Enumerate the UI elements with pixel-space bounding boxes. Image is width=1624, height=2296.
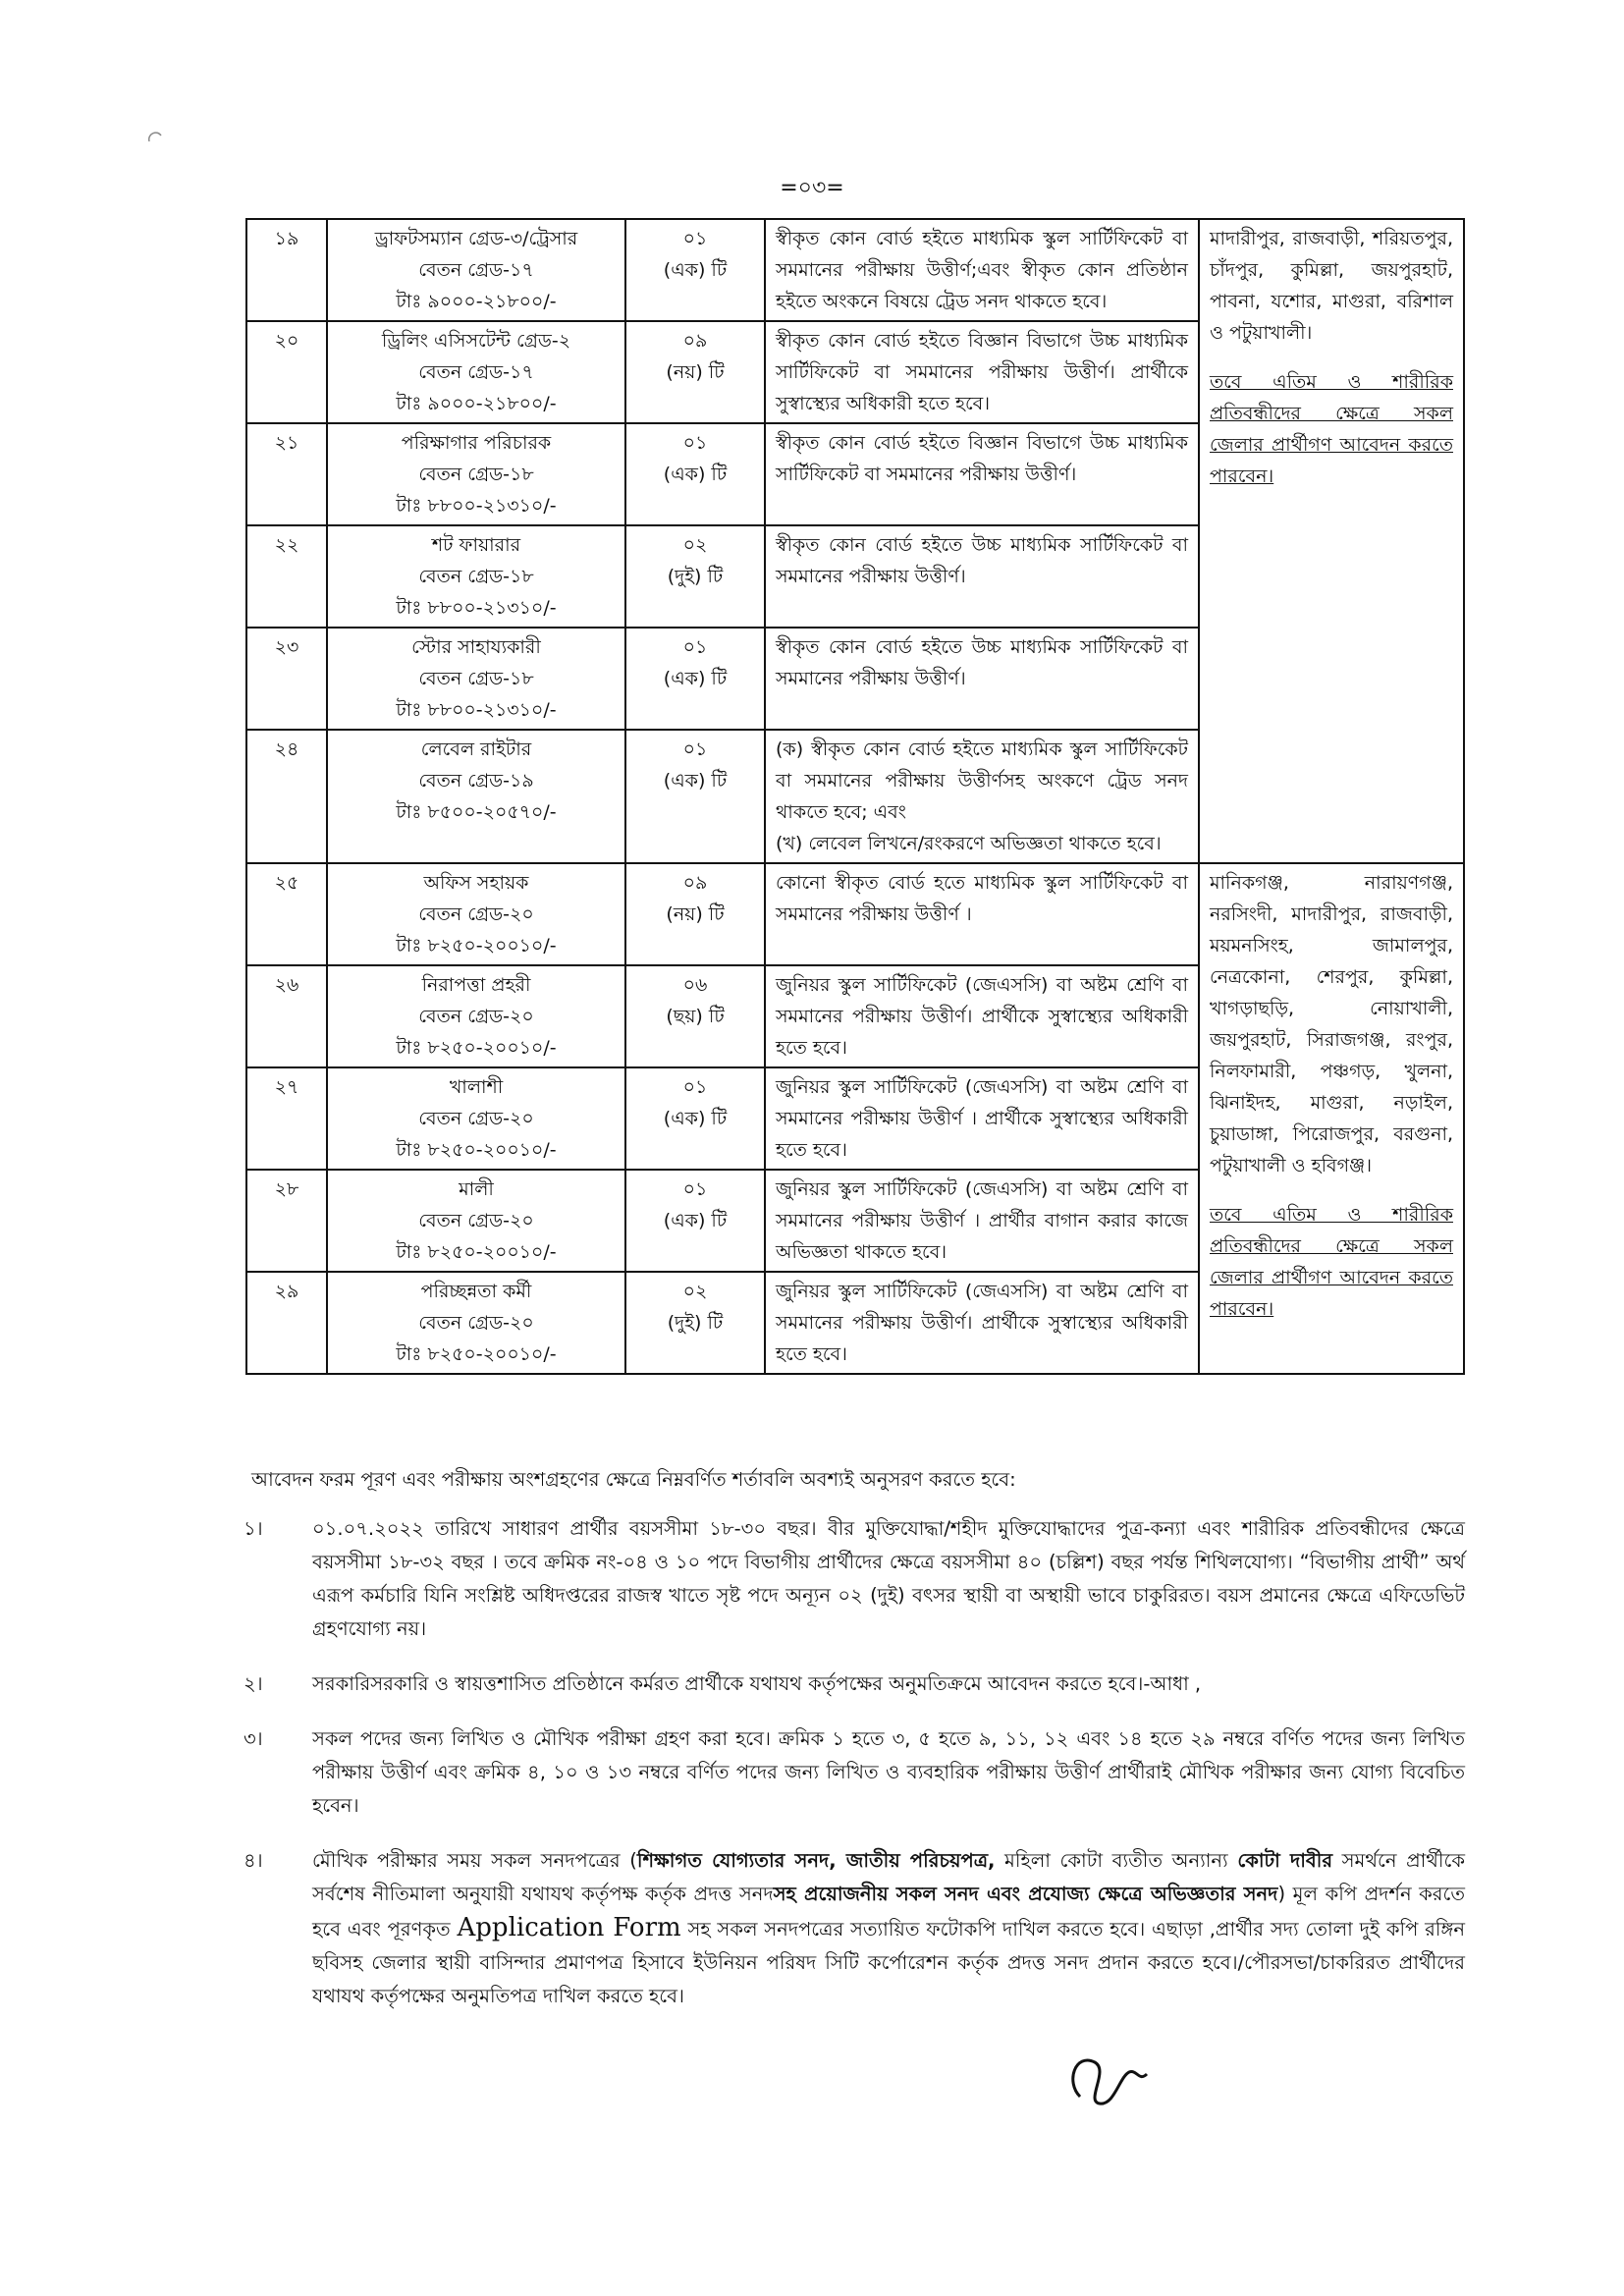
pay-grade: বেতন গ্রেড-২০ — [418, 903, 534, 925]
post-cell — [327, 1170, 625, 1272]
qualification-text: জুনিয়র স্কুল সার্টিফিকেট (জেএসসি) বা অষ্টম শ্রেণি বা সমমানের পরীক্ষায় উত্তীর্ণ। প্রার্থীকে সুস্বাস্থ্যের অধিকারী হতে হবে। — [776, 974, 1188, 1059]
post-count-cell — [625, 730, 765, 863]
post-cell — [327, 730, 625, 863]
pay-grade: বেতন গ্রেড-১৮ — [418, 464, 534, 485]
qualification-cell — [765, 321, 1199, 423]
application-form-label: Application Form — [457, 1913, 681, 1942]
serial-number: ২৫ — [274, 872, 299, 894]
condition-number: ৩। — [244, 1727, 263, 1750]
district-cell — [1199, 863, 1464, 1374]
serial-number: ২৭ — [274, 1076, 299, 1098]
condition-text-bold: সহ প্রয়োজনীয় সকল সনদ এবং প্রযোজ্য ক্ষেত্রে অভিজ্ঞতার সনদ — [773, 1883, 1278, 1905]
pay-scale: টাঃ ৮২৫০-২০০১০/- — [396, 1241, 557, 1263]
qualification-cell — [765, 525, 1199, 628]
post-name: খালাশী — [449, 1076, 504, 1098]
pay-grade: বেতন গ্রেড-১৭ — [418, 259, 534, 281]
post-name: লেবেল রাইটার — [420, 738, 532, 760]
condition-item — [244, 1667, 1465, 1701]
qualification-text: কোনো স্বীকৃত বোর্ড হতে মাধ্যমিক স্কুল সার্টিফিকেট বা সমমানের পরীক্ষায় উত্তীর্ণ । — [776, 872, 1188, 925]
signature-mark — [1060, 2043, 1149, 2111]
post-cell — [327, 423, 625, 525]
post-count-words: (এক) টি — [663, 668, 728, 689]
post-count-cell — [625, 423, 765, 525]
post-count-cell — [625, 863, 765, 965]
pay-scale: টাঃ ৮২৫০-২০০১০/- — [396, 1139, 557, 1161]
qualification-text: জুনিয়র স্কুল সার্টিফিকেট (জেএসসি) বা অষ্টম শ্রেণি বা সমমানের পরীক্ষায় উত্তীর্ণ । প্রার্থীকে সুস্বাস্থ্যের অধিকারী হতে হবে। — [776, 1076, 1188, 1161]
condition-text: সরকারিসরকারি ও স্বায়ত্তশাসিত প্রতিষ্ঠানে কর্মরত প্রার্থীকে যথাযথ কর্তৃপক্ষের অনুমতিক্রমে আবেদন করতে হবে।-আধা , — [312, 1672, 1202, 1695]
serial-number: ২১ — [274, 432, 299, 454]
table-row — [246, 863, 1464, 965]
post-name: ড্রিলিং এসিসটেন্ট গ্রেড-২ — [381, 330, 571, 352]
post-name: পরিক্ষাগার পরিচারক — [401, 432, 552, 454]
post-name: শট ফায়ারার — [431, 534, 521, 556]
serial-number: ২৩ — [274, 636, 299, 658]
post-cell — [327, 863, 625, 965]
qualification-cell — [765, 730, 1199, 863]
serial-cell — [246, 965, 327, 1067]
conditions-section — [244, 1463, 1465, 2035]
condition-text-part: মহিলা কোটা ব্যতীত অন্যান্য — [995, 1849, 1238, 1872]
post-count: ০৯ — [682, 330, 708, 352]
post-count-cell — [625, 1272, 765, 1374]
condition-number: ৪। — [244, 1849, 263, 1872]
condition-text-part: সমর্থনে প্রার্থীকে সর্বশেষ নীতিমালা অনুযায়ী যথাযথ কর্তৃপক্ষ কর্তৃক প্রদত্ত সনদ — [312, 1849, 1465, 1905]
post-count-words: (এক) টি — [663, 770, 728, 792]
serial-number: ২৮ — [274, 1178, 299, 1200]
post-count: ০১ — [682, 738, 708, 760]
pay-grade: বেতন গ্রেড-১৮ — [418, 566, 534, 587]
qualification-text: স্বীকৃত কোন বোর্ড হইতে বিজ্ঞান বিভাগে উচ্চ মাধ্যমিক সার্টিফিকেট বা সমমানের পরীক্ষায় উত্তীর্ণ। — [776, 432, 1188, 485]
pay-scale: টাঃ ৮৫০০-২০৫৭০/- — [396, 801, 557, 823]
post-cell — [327, 1067, 625, 1170]
qualification-text: স্বীকৃত কোন বোর্ড হইতে মাধ্যমিক স্কুল সার্টিফিকেট বা সমমানের পরীক্ষায় উত্তীর্ণ;এবং স্বীকৃত কোন প্রতিষ্ঠান হইতে অংকনে বিষয়ে ট্রেড সনদ থাকতে হবে। — [776, 228, 1188, 312]
post-cell — [327, 525, 625, 628]
condition-text: সকল পদের জন্য লিখিত ও মৌখিক পরীক্ষা গ্রহণ করা হবে। ক্রমিক ১ হতে ৩, ৫ হতে ৯, ১১, ১২ এবং ১৪ হতে ২৯ নম্বরে বর্ণিত পদের জন্য লিখিত পরীক্ষায় উত্তীর্ণ এবং ক্রমিক ৪, ১০ ও ১৩ নম্বরে বর্ণিত পদের জন্য লিখিত ও ব্যবহারিক পরীক্ষায় উত্তীর্ণ প্রার্থীরাই মৌখিক পরীক্ষার জন্য যোগ্য বিবেচিত হবেন। — [312, 1727, 1465, 1817]
district-note: তবে এতিম ও শারীরিক প্রতিবন্ধীদের ক্ষেত্রে সকল জেলার প্রার্থীগণ আবেদন করতে পারবেন। — [1210, 371, 1453, 487]
post-count-cell — [625, 628, 765, 730]
district-cell — [1199, 219, 1464, 863]
page-number: =০৩= — [780, 176, 844, 200]
post-cell — [327, 965, 625, 1067]
post-count-words: (এক) টি — [663, 1108, 728, 1129]
post-count-cell — [625, 525, 765, 628]
pay-grade: বেতন গ্রেড-২০ — [418, 1312, 534, 1334]
serial-number: ২৪ — [274, 738, 299, 760]
serial-cell — [246, 628, 327, 730]
qualification-cell — [765, 628, 1199, 730]
condition-text: ০১.০৭.২০২২ তারিখে সাধারণ প্রার্থীর বয়সসীমা ১৮-৩০ বছর। বীর মুক্তিযোদ্ধা/শহীদ মুক্তিযোদ্ধাদের পুত্র-কন্যা এবং শারীরিক প্রতিবন্ধীদের ক্ষেত্রে বয়সসীমা ১৮-৩২ বছর । তবে ক্রমিক নং-০৪ ও ১০ পদে বিভাগীয় প্রার্থীদের ক্ষেত্রে বয়সসীমা ৪০ (চল্লিশ) বছর পর্যন্ত শিথিলযোগ্য। “বিভাগীয় প্রার্থী” অর্থ এরূপ কর্মচারি যিনি সংশ্লিষ্ট অধিদপ্তরের রাজস্ব খাতে সৃষ্ট পদে অন্যূন ০২ (দুই) বৎসর স্থায়ী বা অস্থায়ী ভাবে চাকুরিরত। বয়স প্রমানের ক্ষেত্রে এফিডেভিট গ্রহণযোগ্য নয়। — [312, 1517, 1465, 1640]
post-count: ০৯ — [682, 872, 708, 894]
district-note: তবে এতিম ও শারীরিক প্রতিবন্ধীদের ক্ষেত্রে সকল জেলার প্রার্থীগণ আবেদন করতে পারবেন। — [1210, 1204, 1453, 1320]
pay-scale: টাঃ ৯০০০-২১৮০০/- — [396, 291, 557, 312]
pay-grade: বেতন গ্রেড-২০ — [418, 1210, 534, 1231]
post-count-words: (দুই) টি — [667, 1312, 724, 1334]
post-count-cell — [625, 321, 765, 423]
qualification-text: জুনিয়র স্কুল সার্টিফিকেট (জেএসসি) বা অষ্টম শ্রেণি বা সমমানের পরীক্ষায় উত্তীর্ণ। প্রার্থীকে সুস্বাস্থ্যের অধিকারী হতে হবে। — [776, 1281, 1188, 1365]
table-row — [246, 219, 1464, 321]
qualification-part: (ক) স্বীকৃত কোন বোর্ড হইতে মাধ্যমিক স্কুল সার্টিফিকেট বা সমমানের পরীক্ষায় উত্তীর্ণসহ অংকণে ট্রেড সনদ থাকতে হবে; এবং — [776, 738, 1188, 823]
pay-scale: টাঃ ৮২৫০-২০০১০/- — [396, 1343, 557, 1365]
post-count: ০১ — [682, 1076, 708, 1098]
conditions-intro: আবেদন ফরম পূরণ এবং পরীক্ষায় অংশগ্রহণের ক্ষেত্রে নিম্নবর্ণিত শর্তাবলি অবশ্যই অনুসরণ করতে হবে: — [251, 1468, 1016, 1491]
post-cell — [327, 321, 625, 423]
qualification-cell — [765, 863, 1199, 965]
post-count: ০১ — [682, 432, 708, 454]
pay-scale: টাঃ ৮২৫০-২০০১০/- — [396, 935, 557, 957]
condition-text-part: মৌখিক পরীক্ষার সময় সকল সনদপত্রের ( — [312, 1849, 637, 1872]
pay-scale: টাঃ ৮২৫০-২০০১০/- — [396, 1037, 557, 1059]
serial-cell — [246, 219, 327, 321]
pay-grade: বেতন গ্রেড-১৭ — [418, 361, 534, 383]
condition-text-bold: কোটা দাবীর — [1237, 1849, 1333, 1872]
post-count-cell — [625, 965, 765, 1067]
qualification-cell — [765, 1272, 1199, 1374]
serial-number: ২০ — [274, 330, 299, 352]
qualification-cell — [765, 1067, 1199, 1170]
serial-number: ২৬ — [274, 974, 299, 996]
post-name: অফিস সহায়ক — [423, 872, 529, 894]
post-name: ড্রাফটসম্যান গ্রেড-৩/ট্রেসার — [374, 228, 578, 249]
serial-cell — [246, 423, 327, 525]
post-cell — [327, 219, 625, 321]
posts-table — [245, 218, 1465, 1375]
post-name: পরিচ্ছন্নতা কর্মী — [420, 1281, 532, 1302]
condition-item — [244, 1722, 1465, 1823]
post-count: ০২ — [682, 534, 708, 556]
qualification-cell — [765, 965, 1199, 1067]
post-name: স্টোর সাহায্যকারী — [411, 636, 541, 658]
post-count-cell — [625, 219, 765, 321]
condition-text — [312, 1844, 1465, 2013]
post-count-words: (নয়) টি — [666, 903, 725, 925]
pay-grade: বেতন গ্রেড-২০ — [418, 1006, 534, 1027]
serial-cell — [246, 1170, 327, 1272]
post-cell — [327, 1272, 625, 1374]
post-count-words: (নয়) টি — [666, 361, 725, 383]
serial-cell — [246, 1067, 327, 1170]
post-count: ০১ — [682, 228, 708, 249]
post-name: নিরাপত্তা প্রহরী — [421, 974, 531, 996]
condition-text-part: সহ সকল সনদপত্রের সত্যায়িত ফটোকপি দাখিল করতে হবে। এছাড়া ,প্রার্থীর সদ্য তোলা দুই কপি রঙ্গিন ছবিসহ জেলার স্থায়ী বাসিন্দার প্রমাণপত্র হিসাবে ইউনিয়ন পরিষদ সিটি কর্পোরেশন কর্তৃক প্রদত্ত সনদ প্রদান করতে হবে।/পৌরসভা/চাকরিরত প্রার্থীদের যথাযথ কর্তৃপক্ষের অনুমতিপত্র দাখিল করতে হবে। — [312, 1918, 1466, 2007]
district-list: মানিকগঞ্জ, নারায়ণগঞ্জ, নরসিংদী, মাদারীপুর, রাজবাড়ী, ময়মনসিংহ, জামালপুর, নেত্রকোনা, শেরপুর, কুমিল্লা, খাগড়াছড়ি, নোয়াখালী, জয়পুরহাট, সিরাজগঞ্জ, রংপুর, নিলফামারী, পঞ্চগড়, খুলনা, ঝিনাইদহ, মাগুরা, নড়াইল, চুয়াডাঙ্গা, পিরোজপুর, বরগুনা, পটুয়াখালী ও হবিগঞ্জ। — [1210, 872, 1453, 1176]
condition-item — [244, 1512, 1465, 1646]
serial-cell — [246, 1272, 327, 1374]
serial-cell — [246, 525, 327, 628]
post-count-words: (এক) টি — [663, 259, 728, 281]
pay-scale: টাঃ ৮৮০০-২১৩১০/- — [396, 597, 557, 619]
pay-scale: টাঃ ৮৮০০-২১৩১০/- — [396, 495, 557, 517]
qualification-cell — [765, 219, 1199, 321]
post-count-words: (দুই) টি — [667, 566, 724, 587]
post-count: ০২ — [682, 1281, 708, 1302]
serial-cell — [246, 863, 327, 965]
serial-number: ১৯ — [274, 228, 299, 249]
margin-mark — [145, 128, 165, 147]
pay-scale: টাঃ ৯০০০-২১৮০০/- — [396, 393, 557, 414]
serial-cell — [246, 730, 327, 863]
qualification-text: জুনিয়র স্কুল সার্টিফিকেট (জেএসসি) বা অষ্টম শ্রেণি বা সমমানের পরীক্ষায় উত্তীর্ণ । প্রার্থীর বাগান করার কাজে অভিজ্ঞতা থাকতে হবে। — [776, 1178, 1188, 1263]
qualification-cell — [765, 1170, 1199, 1272]
post-count: ০৬ — [682, 974, 708, 996]
pay-grade: বেতন গ্রেড-১৮ — [418, 668, 534, 689]
qualification-text: স্বীকৃত কোন বোর্ড হইতে উচ্চ মাধ্যমিক সার্টিফিকেট বা সমমানের পরীক্ষায় উত্তীর্ণ। — [776, 534, 1188, 587]
post-count: ০১ — [682, 1178, 708, 1200]
qualification-part: (খ) লেবেল লিখনে/রংকরণে অভিজ্ঞতা থাকতে হবে। — [776, 833, 1162, 854]
qualification-text: স্বীকৃত কোন বোর্ড হইতে বিজ্ঞান বিভাগে উচ্চ মাধ্যমিক সার্টিফিকেট বা সমমানের পরীক্ষায় উত্তীর্ণ। প্রার্থীকে সুস্বাস্থ্যের অধিকারী হতে হবে। — [776, 330, 1188, 414]
post-count-words: (এক) টি — [663, 1210, 728, 1231]
condition-text-part: ) মূল কপি প্রদর্শন করতে হবে এবং পূরণকৃত — [312, 1883, 1466, 1941]
serial-number: ২৯ — [274, 1281, 299, 1302]
district-list: মাদারীপুর, রাজবাড়ী, শরিয়তপুর, চাঁদপুর, কুমিল্লা, জয়পুরহাট, পাবনা, যশোর, মাগুরা, বরিশাল ও পটুয়াখালী। — [1210, 228, 1453, 344]
pay-scale: টাঃ ৮৮০০-২১৩১০/- — [396, 699, 557, 721]
post-count-cell — [625, 1170, 765, 1272]
condition-number: ১। — [244, 1517, 263, 1540]
qualification-text: স্বীকৃত কোন বোর্ড হইতে উচ্চ মাধ্যমিক সার্টিফিকেট বা সমমানের পরীক্ষায় উত্তীর্ণ। — [776, 636, 1188, 689]
condition-item — [244, 1844, 1465, 2013]
condition-text-bold: শিক্ষাগত যোগ্যতার সনদ, জাতীয় পরিচয়পত্র, — [636, 1849, 996, 1872]
post-count: ০১ — [682, 636, 708, 658]
post-count-words: (এক) টি — [663, 464, 728, 485]
pay-grade: বেতন গ্রেড-১৯ — [418, 770, 534, 792]
post-count-words: (ছয়) টি — [666, 1006, 725, 1027]
serial-number: ২২ — [274, 534, 299, 556]
serial-cell — [246, 321, 327, 423]
post-name: মালী — [459, 1178, 494, 1200]
qualification-cell — [765, 423, 1199, 525]
pay-grade: বেতন গ্রেড-২০ — [418, 1108, 534, 1129]
condition-number: ২। — [244, 1672, 263, 1695]
post-count-cell — [625, 1067, 765, 1170]
post-cell — [327, 628, 625, 730]
